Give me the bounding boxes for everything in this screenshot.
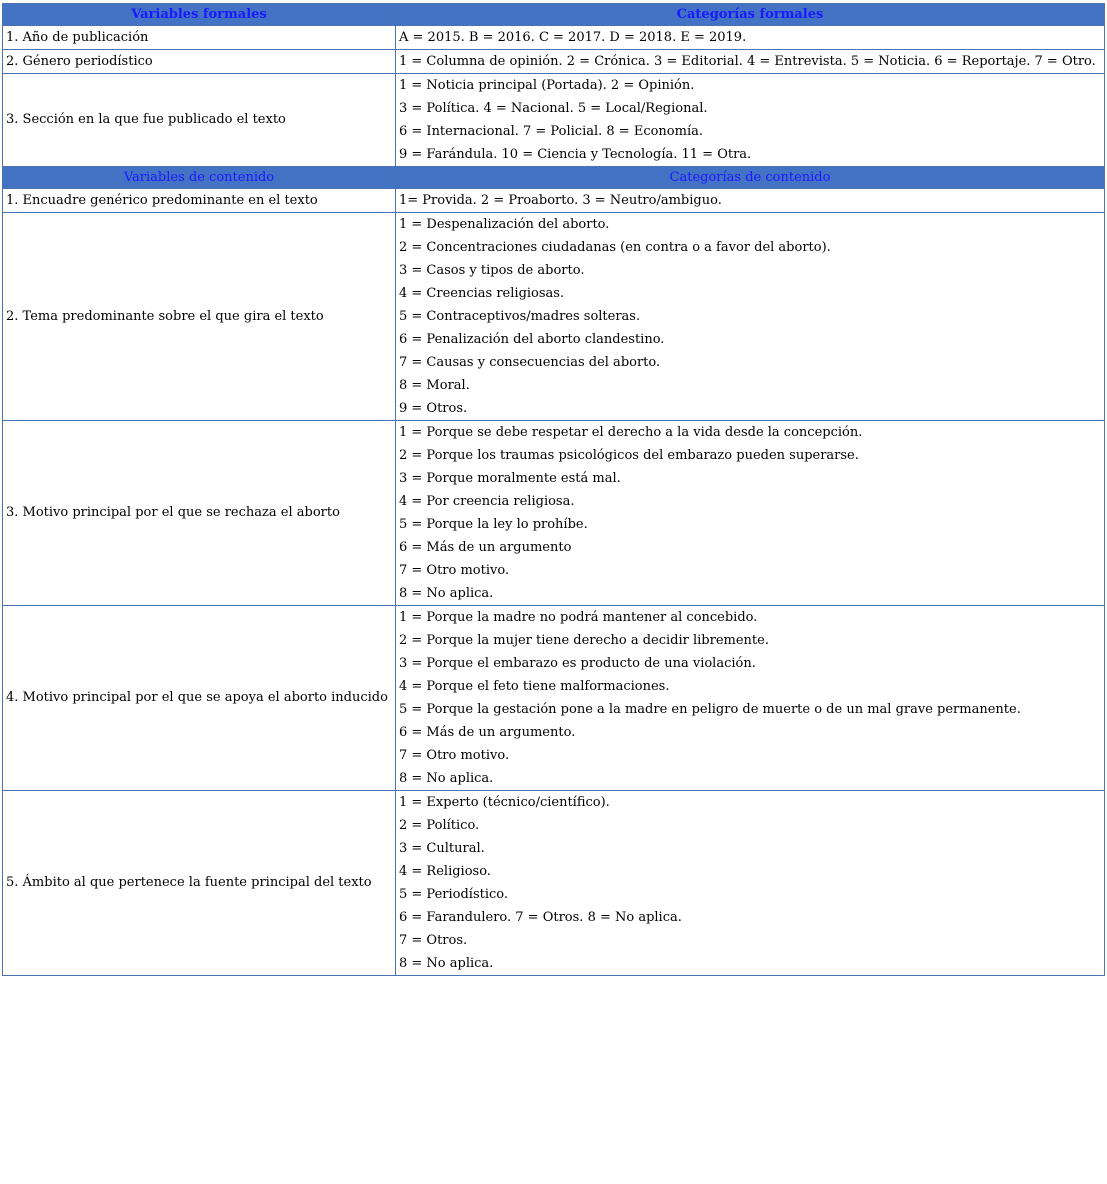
category-line: 7 = Otros. bbox=[399, 933, 468, 948]
categories-cell bbox=[396, 50, 1105, 74]
formal-row bbox=[3, 74, 1105, 167]
variable-cell: 1. Año de publicación bbox=[3, 26, 396, 50]
category-line: 4 = Religioso. bbox=[399, 864, 491, 879]
category-line: 1 = Porque la madre no podrá mantener al concebido. bbox=[399, 610, 758, 625]
variable-cell: 4. Motivo principal por el que se apoya el aborto inducido bbox=[3, 606, 396, 791]
category-line: 2 = Porque la mujer tiene derecho a decidir libremente. bbox=[399, 633, 769, 648]
category-line: 3 = Cultural. bbox=[399, 841, 485, 856]
category-line: 9 = Otros. bbox=[399, 401, 468, 416]
content-header-row bbox=[3, 167, 1105, 189]
categories-cell bbox=[396, 421, 1105, 606]
category-line: 4 = Por creencia religiosa. bbox=[399, 494, 575, 509]
content-row bbox=[3, 421, 1105, 606]
category-line: 1 = Porque se debe respetar el derecho a la vida desde la concepción. bbox=[399, 425, 863, 440]
category-line: 8 = No aplica. bbox=[399, 956, 494, 971]
variable-cell: 5. Ámbito al que pertenece la fuente principal del texto bbox=[3, 791, 396, 976]
variable-cell: 3. Motivo principal por el que se rechaza el aborto bbox=[3, 421, 396, 606]
variable-cell: 3. Sección en la que fue publicado el texto bbox=[3, 74, 396, 167]
category-line: 6 = Penalización del aborto clandestino. bbox=[399, 332, 665, 347]
categories-cell bbox=[396, 791, 1105, 976]
categories-cell bbox=[396, 26, 1105, 50]
formal-variables-header: Variables formales bbox=[3, 4, 396, 26]
category-line: 1 = Noticia principal (Portada). 2 = Opinión. bbox=[399, 78, 695, 93]
category-line: 4 = Creencias religiosas. bbox=[399, 286, 565, 301]
formal-row bbox=[3, 50, 1105, 74]
category-line: 5 = Contraceptivos/madres solteras. bbox=[399, 309, 641, 324]
category-line: 6 = Internacional. 7 = Policial. 8 = Economía. bbox=[399, 124, 703, 139]
category-line: 4 = Porque el feto tiene malformaciones. bbox=[399, 679, 670, 694]
category-line: 8 = No aplica. bbox=[399, 771, 494, 786]
category-line: 8 = Moral. bbox=[399, 378, 470, 393]
codebook-body bbox=[3, 4, 1105, 976]
codebook-table bbox=[2, 3, 1105, 976]
category-line: 6 = Farandulero. 7 = Otros. 8 = No aplica. bbox=[399, 910, 682, 925]
category-line: 2 = Concentraciones ciudadanas (en contra o a favor del aborto). bbox=[399, 240, 831, 255]
category-line: 3 = Política. 4 = Nacional. 5 = Local/Regional. bbox=[399, 101, 708, 116]
categories-cell bbox=[396, 213, 1105, 421]
category-line: 7 = Otro motivo. bbox=[399, 563, 510, 578]
category-line: 7 = Otro motivo. bbox=[399, 748, 510, 763]
category-line: A = 2015. B = 2016. C = 2017. D = 2018. E = 2019. bbox=[399, 30, 747, 45]
categories-cell bbox=[396, 606, 1105, 791]
category-line: 7 = Causas y consecuencias del aborto. bbox=[399, 355, 661, 370]
content-row bbox=[3, 189, 1105, 213]
category-line: 1= Provida. 2 = Proaborto. 3 = Neutro/ambiguo. bbox=[399, 193, 722, 208]
category-line: 1 = Despenalización del aborto. bbox=[399, 217, 610, 232]
content-row bbox=[3, 791, 1105, 976]
categories-cell bbox=[396, 74, 1105, 167]
category-line: 8 = No aplica. bbox=[399, 586, 494, 601]
category-line: 2 = Político. bbox=[399, 818, 480, 833]
content-categories-header: Categorías de contenido bbox=[396, 167, 1105, 189]
category-line: 1 = Experto (técnico/científico). bbox=[399, 795, 610, 810]
content-variables-header: Variables de contenido bbox=[3, 167, 396, 189]
category-line: 3 = Casos y tipos de aborto. bbox=[399, 263, 585, 278]
variable-cell: 2. Género periodístico bbox=[3, 50, 396, 74]
variable-cell: 2. Tema predominante sobre el que gira el texto bbox=[3, 213, 396, 421]
category-line: 5 = Porque la gestación pone a la madre en peligro de muerte o de un mal grave permanente. bbox=[399, 702, 1021, 717]
content-row bbox=[3, 213, 1105, 421]
category-line: 6 = Más de un argumento bbox=[399, 540, 572, 555]
category-line: 5 = Porque la ley lo prohíbe. bbox=[399, 517, 588, 532]
category-line: 1 = Columna de opinión. 2 = Crónica. 3 = Editorial. 4 = Entrevista. 5 = Noticia. 6 = Reportaje. 7 = Otro. bbox=[399, 54, 1096, 69]
categories-cell bbox=[396, 189, 1105, 213]
variable-cell: 1. Encuadre genérico predominante en el texto bbox=[3, 189, 396, 213]
content-row bbox=[3, 606, 1105, 791]
category-line: 3 = Porque el embarazo es producto de una violación. bbox=[399, 656, 756, 671]
category-line: 6 = Más de un argumento. bbox=[399, 725, 576, 740]
category-line: 2 = Porque los traumas psicológicos del embarazo pueden superarse. bbox=[399, 448, 859, 463]
formal-row bbox=[3, 26, 1105, 50]
formal-categories-header: Categorías formales bbox=[396, 4, 1105, 26]
category-line: 5 = Periodístico. bbox=[399, 887, 509, 902]
category-line: 3 = Porque moralmente está mal. bbox=[399, 471, 621, 486]
category-line: 9 = Farándula. 10 = Ciencia y Tecnología. 11 = Otra. bbox=[399, 147, 752, 162]
formal-header-row bbox=[3, 4, 1105, 26]
